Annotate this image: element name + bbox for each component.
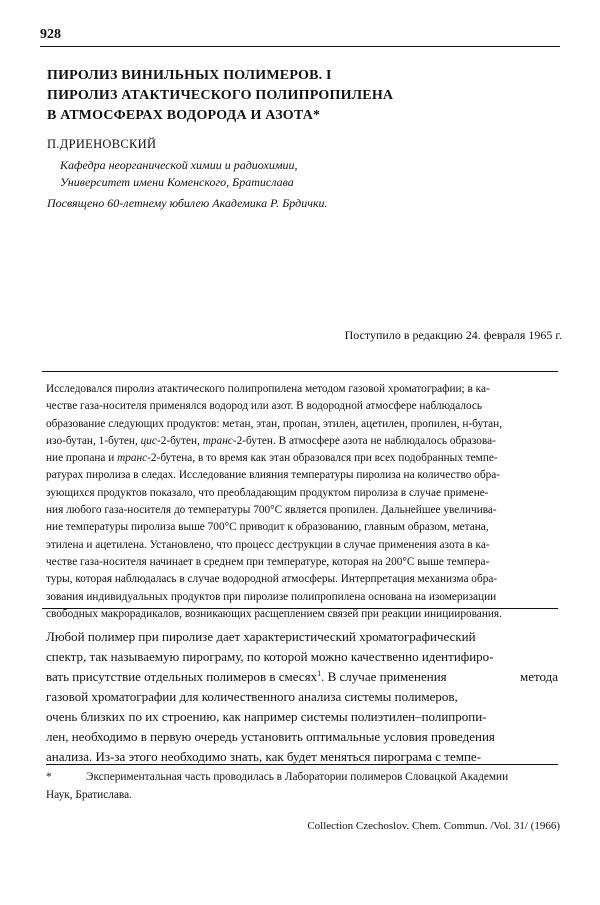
body-line: газовой хроматографии для количественного анализа системы полимеров, <box>46 689 458 704</box>
author: П.ДРИЕНОВСКИЙ <box>47 137 157 151</box>
abstract <box>46 381 556 623</box>
title-line: ПИРОЛИЗ ВИНИЛЬНЫХ ПОЛИМЕРОВ. I <box>47 68 332 83</box>
abstract-line: свободных макрорадикалов, возникающих расщеплением связей при реакции инициирования. <box>46 607 502 620</box>
affiliation <box>60 157 540 191</box>
body-line-text: . В случае применения <box>321 669 447 684</box>
abstract-line: этилена и ацетилена. Установлено, что процесс деструкции в случае применения азота в ка- <box>46 538 490 551</box>
body-line-text: вать присутствие отдельных полимеров в смесях <box>46 669 318 684</box>
abstract-line: ния любого газа-носителя до температуры 700°С является пропилен. Дальнейшее увеличива- <box>46 504 497 517</box>
article-title <box>47 66 547 126</box>
abstract-line: зования индивидуальных продуктов при пиролизе полипропилена основана на изомеризации <box>46 590 497 603</box>
abstract-line: изо-бутан, 1-бутен, цис-2-бутен, транс-2-бутен. В атмосфере азота не наблюдалось образова- <box>46 434 496 447</box>
footnote-mark: * <box>46 771 52 783</box>
body-line: спектр, так называемую пирограму, по которой можно качественно идентифиро- <box>46 649 494 664</box>
page-number: 928 <box>40 27 61 42</box>
dedication: Посвящено 60-летнему юбилею Академика Р. Брдички. <box>47 196 328 210</box>
journal-reference: Collection Czechoslov. Chem. Commun. /Vol. 31/ (1966) <box>307 820 560 832</box>
footnote-rule <box>46 764 558 765</box>
abstract-line: образование следующих продуктов: метан, этан, пропан, этилен, ацетилен, пропилен, н-бутан, <box>46 417 503 430</box>
abstract-line: Исследовался пиролиз атактического полипропилена методом газовой хроматографии; в ка- <box>46 383 490 395</box>
abstract-line: честве газа-носителя начинает в среднем при температуре, которая на 200°С выше темпера- <box>46 555 490 568</box>
affiliation-line: Кафедра неорганической химии и радиохимии, <box>60 158 298 172</box>
citation-ref: 1 <box>317 669 322 678</box>
header-rule <box>40 46 560 47</box>
footnote-text: Экспериментальная часть проводилась в Лаборатории полимеров Словацкой Академии <box>86 771 509 783</box>
abstract-line: честве газа-носителя применялся водород или азот. В водородной атмосфере наблюдалось <box>46 400 483 413</box>
abstract-line: зующихся продуктов показало, что преобладающим продуктом пиролиза в случае примене- <box>46 486 489 499</box>
received-date: Поступило в редакцию 24. февраля 1965 г. <box>344 328 562 342</box>
abstract-line: туры, которая наблюдалась в случае водородной атмосферы. Интерпретация механизма обра- <box>46 573 498 586</box>
abstract-line: ние пропана и транс-2-бутена, в то время как этан образовался при всех подобранных темпе- <box>46 452 498 465</box>
body-line: лен, необходимо в первую очередь установить оптимальные условия проведения <box>46 729 495 744</box>
abstract-line: ратурах пиролиза в следах. Исследование влияния температуры пиролиза на количество обра- <box>46 469 500 482</box>
body-line: метода <box>519 669 558 684</box>
title-line: ПИРОЛИЗ АТАКТИЧЕСКОГО ПОЛИПРОПИЛЕНА <box>47 88 394 103</box>
affiliation-line: Университет имени Коменского, Братислава <box>60 175 294 189</box>
body-line: Любой полимер при пиролизе дает характеристический хроматографический <box>46 629 476 644</box>
abstract-rule-bottom <box>42 608 558 609</box>
title-line: В АТМОСФЕРАХ ВОДОРОДА И АЗОТА* <box>47 108 321 123</box>
body-line <box>46 667 558 687</box>
body-line: очень близких по их строению, как например системы полиэтилен–полипропи- <box>46 709 487 724</box>
body-line: анализа. Из-за этого необходимо знать, как будет меняться пирограма с темпе- <box>46 749 482 764</box>
footnote-line <box>46 768 558 786</box>
footnote <box>46 768 558 804</box>
footnote-line: Наук, Братислава. <box>46 789 132 801</box>
body-text <box>46 627 558 767</box>
abstract-line: ние температуры пиролиза выше 700°С приводит к образованию, главным образом, метана, <box>46 521 489 534</box>
abstract-rule-top <box>42 371 558 372</box>
